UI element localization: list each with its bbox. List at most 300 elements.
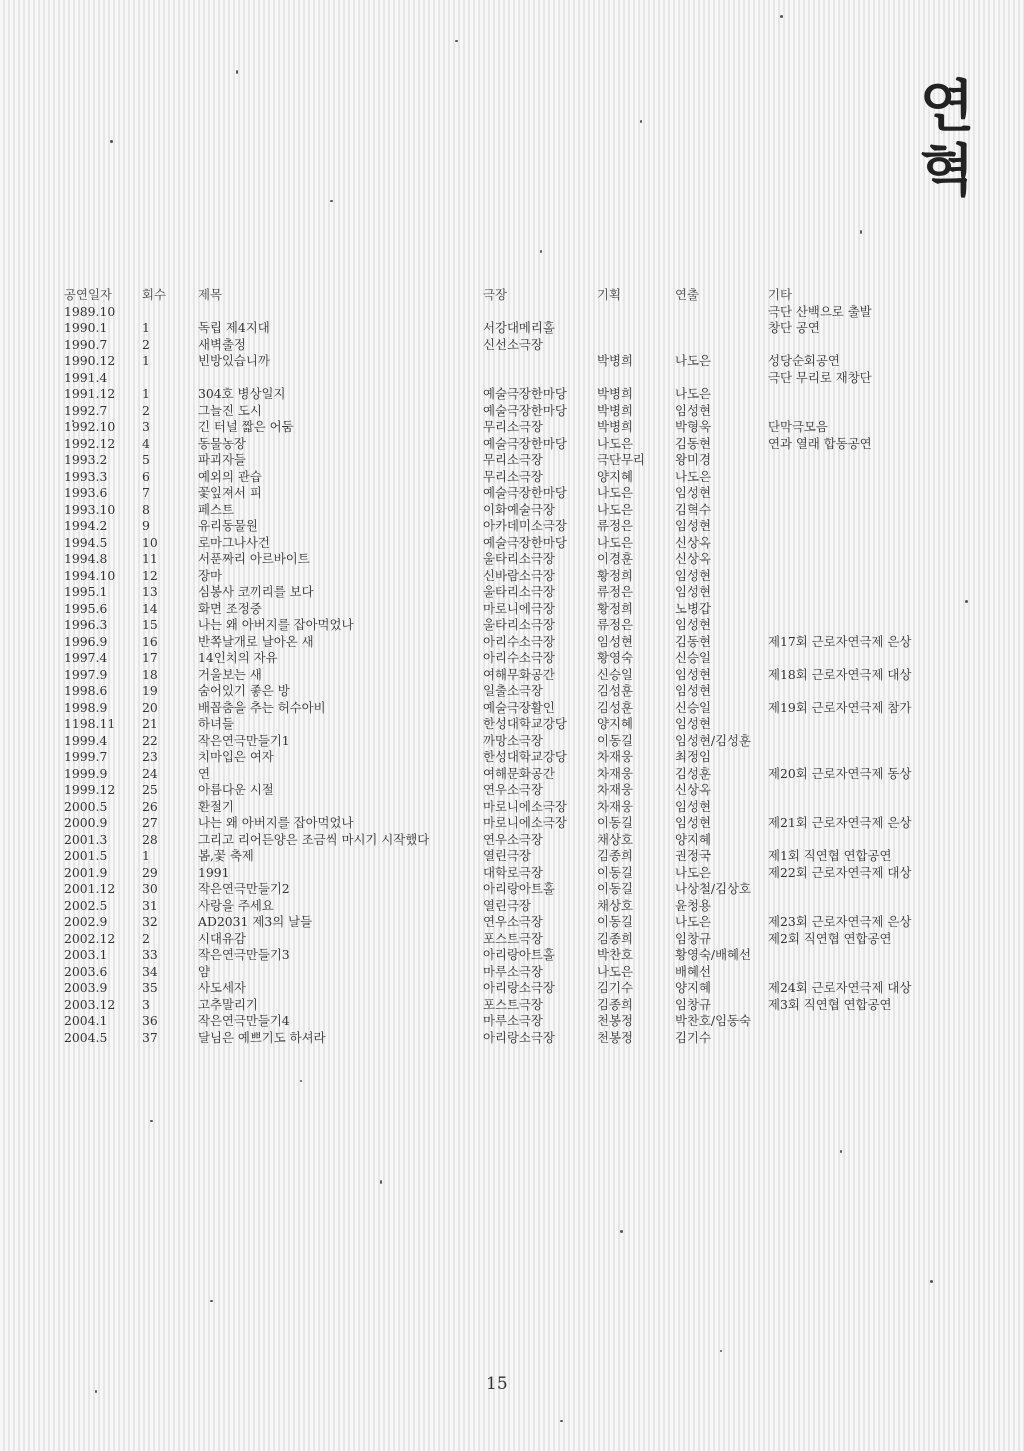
cell-planner: 황정희	[597, 567, 633, 583]
cell-planner: 양지혜	[597, 468, 633, 484]
page-title-char-2: 혁	[919, 139, 975, 204]
table-row	[62, 452, 962, 469]
cell-no: 29	[142, 864, 158, 880]
table-row	[62, 683, 962, 700]
cell-planner: 박병희	[597, 419, 633, 434]
cell-date: 1994.5	[64, 534, 108, 550]
cell-title: 유리동물원	[198, 518, 258, 533]
page-title-char-1: 연	[919, 75, 975, 140]
cell-planner: 김성훈	[597, 699, 633, 715]
cell-title: 1991	[198, 864, 230, 880]
cell-etc: 제23회 근로자연극제 은상	[768, 914, 912, 929]
cell-director: 김기수	[675, 1029, 711, 1045]
cell-director: 임성현	[675, 798, 711, 814]
table-row	[62, 436, 962, 453]
table-row	[62, 485, 962, 502]
cell-etc: 극단 무리로 재창단	[768, 369, 872, 385]
cell-date: 1990.12	[64, 353, 116, 368]
cell-director: 김혁수	[675, 501, 711, 517]
header-director: 연출	[675, 287, 699, 302]
cell-date: 1990.7	[64, 336, 108, 352]
cell-venue: 무리소극장	[483, 452, 543, 467]
cell-title: 시대유감	[198, 930, 246, 946]
table-row	[62, 881, 962, 898]
cell-title: 봄,꽃 축제	[198, 848, 254, 863]
table-row	[62, 898, 962, 915]
cell-date: 1992.12	[64, 435, 116, 451]
cell-date: 2001.3	[64, 831, 108, 847]
cell-venue: 예술극장한마당	[483, 534, 567, 550]
cell-no: 14	[142, 600, 158, 616]
table-row	[62, 568, 962, 585]
cell-venue: 연우소극장	[483, 914, 543, 929]
header-date: 공연일자	[64, 287, 112, 302]
cell-no: 18	[142, 666, 158, 682]
cell-planner: 나도은	[597, 501, 633, 517]
table-row	[62, 403, 962, 420]
table-row	[62, 320, 962, 337]
cell-director: 임성현	[675, 485, 711, 500]
cell-planner: 이경훈	[597, 551, 633, 566]
cell-no: 25	[142, 782, 158, 797]
cell-etc: 극단 산백으로 출발	[768, 303, 872, 319]
cell-venue: 여해무화공간	[483, 666, 555, 682]
table-row	[62, 799, 962, 816]
cell-venue: 일출소극장	[483, 683, 543, 698]
cell-title: 얌	[198, 963, 210, 979]
cell-title: 긴 터널 짧은 어둠	[198, 419, 294, 434]
cell-director: 임성현	[675, 716, 711, 731]
table-row	[62, 716, 962, 733]
cell-date: 2001.5	[64, 848, 108, 863]
header-no: 회수	[142, 287, 166, 302]
cell-venue: 여해문화공간	[483, 765, 555, 781]
cell-director: 신상옥	[675, 782, 711, 797]
cell-title: 꽃잎져서 피	[198, 485, 262, 500]
cell-title: 사도세자	[198, 980, 246, 995]
cell-venue: 대학로극장	[483, 864, 543, 880]
header-title: 제목	[198, 287, 222, 302]
cell-date: 2003.12	[64, 996, 116, 1012]
cell-title: 아름다운 시절	[198, 782, 274, 797]
cell-no: 27	[142, 815, 158, 830]
cell-date: 2003.1	[64, 947, 108, 962]
cell-venue: 마루소극장	[483, 963, 543, 979]
cell-no: 6	[142, 468, 150, 484]
table-row	[62, 551, 962, 568]
cell-title: 독립 제4지대	[198, 320, 270, 335]
cell-date: 1991.12	[64, 386, 116, 401]
cell-no: 7	[142, 485, 150, 500]
cell-venue: 아리랑소극장	[483, 980, 555, 995]
cell-planner: 차재웅	[597, 782, 633, 797]
cell-no: 33	[142, 947, 158, 962]
cell-venue: 한성대학교강당	[483, 716, 567, 731]
cell-date: 1995.6	[64, 600, 108, 616]
cell-no: 3	[142, 996, 150, 1012]
cell-no: 5	[142, 452, 150, 467]
cell-planner: 나도은	[597, 435, 633, 451]
cell-title: 14인치의 자유	[198, 650, 278, 665]
cell-director: 임성현	[675, 815, 711, 830]
cell-no: 16	[142, 633, 158, 649]
cell-venue: 까망소극장	[483, 732, 543, 748]
header-etc: 기타	[768, 287, 792, 302]
cell-no: 1	[142, 320, 150, 335]
cell-no: 1	[142, 848, 150, 863]
table-row	[62, 502, 962, 519]
header-planner: 기획	[597, 287, 621, 302]
cell-no: 17	[142, 650, 158, 665]
cell-venue: 이화예술극장	[483, 501, 555, 517]
cell-planner: 황영숙	[597, 650, 633, 665]
cell-director: 배혜선	[675, 963, 711, 979]
cell-title: 나는 왜 아버지를 잡아먹었나	[198, 617, 354, 632]
cell-director: 나도은	[675, 864, 711, 880]
cell-director: 임성현	[675, 584, 711, 599]
cell-venue: 예술극장한마당	[483, 402, 567, 418]
table-row	[62, 386, 962, 403]
cell-venue: 마로니에소극장	[483, 815, 567, 830]
cell-director: 임성현	[675, 617, 711, 632]
cell-director: 임성현	[675, 402, 711, 418]
cell-director: 왕미경	[675, 452, 711, 467]
cell-planner: 나도은	[597, 485, 633, 500]
cell-title: 환절기	[198, 798, 234, 814]
table-row	[62, 848, 962, 865]
cell-no: 30	[142, 881, 158, 896]
cell-director: 윤청용	[675, 897, 711, 913]
table-row	[62, 997, 962, 1014]
cell-director: 임창규	[675, 996, 711, 1012]
table-row	[62, 766, 962, 783]
cell-title: 파괴자들	[198, 452, 246, 467]
cell-date: 1993.3	[64, 468, 108, 484]
cell-director: 나도은	[675, 914, 711, 929]
table-row	[62, 914, 962, 931]
cell-planner: 류정은	[597, 584, 633, 599]
cell-no: 21	[142, 716, 158, 731]
cell-title: 서푼짜리 아르바이트	[198, 551, 310, 566]
cell-date: 2002.12	[64, 930, 116, 946]
cell-director: 김성훈	[675, 765, 711, 781]
cell-title: 새벽출정	[198, 336, 246, 352]
cell-date: 1998.9	[64, 699, 108, 715]
cell-director: 김동현	[675, 633, 711, 649]
cell-planner: 이동길	[597, 881, 633, 896]
cell-no: 1	[142, 353, 150, 368]
cell-title: 배꼽춤을 추는 허수아비	[198, 699, 326, 715]
table-row	[62, 832, 962, 849]
cell-director: 신승일	[675, 650, 711, 665]
cell-no: 37	[142, 1029, 158, 1045]
cell-director: 노병갑	[675, 600, 711, 616]
cell-title: 연	[198, 765, 210, 781]
table-row	[62, 667, 962, 684]
cell-date: 2002.5	[64, 897, 108, 913]
cell-etc: 창단 공연	[768, 320, 820, 335]
cell-no: 12	[142, 567, 158, 583]
cell-title: 그늘진 도시	[198, 402, 262, 418]
cell-director: 나도은	[675, 353, 711, 368]
cell-planner: 박찬호	[597, 947, 633, 962]
cell-no: 13	[142, 584, 158, 599]
cell-etc: 제1회 직연협 연합공연	[768, 848, 892, 863]
cell-no: 31	[142, 897, 158, 913]
cell-venue: 예술극장한마당	[483, 485, 567, 500]
cell-date: 2000.5	[64, 798, 108, 814]
cell-date: 1997.4	[64, 650, 108, 665]
cell-director: 임성현	[675, 567, 711, 583]
table-row	[62, 964, 962, 981]
cell-planner: 채상호	[597, 897, 633, 913]
cell-planner: 이동길	[597, 732, 633, 748]
cell-title: 로마그나사건	[198, 534, 270, 550]
cell-no: 34	[142, 963, 158, 979]
cell-planner: 차재웅	[597, 765, 633, 781]
cell-director: 나도은	[675, 468, 711, 484]
cell-no: 32	[142, 914, 158, 929]
cell-date: 2001.9	[64, 864, 108, 880]
cell-no: 10	[142, 534, 158, 550]
table-row	[62, 518, 962, 535]
cell-title: 예외의 관습	[198, 468, 262, 484]
cell-date: 1994.8	[64, 551, 108, 566]
cell-etc: 제19회 근로자연극제 참가	[768, 699, 912, 715]
cell-date: 1993.2	[64, 452, 108, 467]
table-row	[62, 931, 962, 948]
table-row	[62, 1030, 962, 1047]
cell-no: 9	[142, 518, 150, 533]
page-title	[918, 76, 976, 204]
table-row	[62, 700, 962, 717]
cell-date: 1995.1	[64, 584, 108, 599]
cell-planner: 차재웅	[597, 798, 633, 814]
cell-date: 1999.7	[64, 749, 108, 764]
cell-date: 2003.6	[64, 963, 108, 979]
cell-director: 나상철/김상호	[675, 881, 751, 896]
cell-title: 작은연극만들기2	[198, 881, 290, 896]
header-venue: 극장	[483, 287, 507, 302]
cell-title: 하녀들	[198, 716, 234, 731]
cell-venue: 아카데미소극장	[483, 518, 567, 533]
cell-venue: 열린극장	[483, 848, 531, 863]
cell-date: 1993.10	[64, 501, 116, 517]
cell-planner: 천봉정	[597, 1029, 633, 1045]
cell-etc: 제17회 근로자연극제 은상	[768, 633, 912, 649]
cell-planner: 채상호	[597, 831, 633, 847]
cell-director: 신상옥	[675, 534, 711, 550]
cell-title: 동물농장	[198, 435, 246, 451]
cell-director: 임창규	[675, 930, 711, 946]
cell-planner: 김종희	[597, 930, 633, 946]
cell-title: 장마	[198, 567, 222, 583]
cell-planner: 이동길	[597, 815, 633, 830]
cell-venue: 마루소극장	[483, 1013, 543, 1028]
cell-date: 1992.7	[64, 402, 108, 418]
cell-title: 숨어있기 좋은 방	[198, 683, 290, 698]
cell-no: 3	[142, 419, 150, 434]
cell-title: 거울보는 새	[198, 666, 262, 682]
cell-etc: 제22회 근로자연극제 대상	[768, 864, 912, 880]
cell-no: 2	[142, 402, 150, 418]
cell-planner: 극단무리	[597, 452, 645, 467]
table-row	[62, 584, 962, 601]
table-row	[62, 815, 962, 832]
table-row	[62, 782, 962, 799]
cell-director: 황영숙/배혜선	[675, 947, 751, 962]
cell-title: 빈방있습니까	[198, 353, 270, 368]
table-row	[62, 634, 962, 651]
cell-date: 1990.1	[64, 320, 108, 335]
table-row	[62, 1013, 962, 1030]
cell-planner: 나도은	[597, 963, 633, 979]
table-row	[62, 353, 962, 370]
cell-director: 임성현	[675, 683, 711, 698]
cell-no: 19	[142, 683, 158, 698]
cell-title: 304호 병상일지	[198, 386, 286, 401]
cell-planner: 김기수	[597, 980, 633, 995]
cell-no: 4	[142, 435, 150, 451]
cell-no: 1	[142, 386, 150, 401]
cell-venue: 한성대학교강당	[483, 749, 567, 764]
cell-date: 2000.9	[64, 815, 108, 830]
cell-title: 작은연극만들기1	[198, 732, 290, 748]
table-row	[62, 947, 962, 964]
table-row	[62, 733, 962, 750]
cell-no: 20	[142, 699, 158, 715]
cell-title: 치마입은 여자	[198, 749, 274, 764]
cell-no: 26	[142, 798, 158, 814]
cell-venue: 울타리소극장	[483, 551, 555, 566]
page-number: 15	[486, 1374, 508, 1394]
table-row	[62, 370, 962, 387]
cell-venue: 아리수소극장	[483, 650, 555, 665]
cell-date: 1996.3	[64, 617, 108, 632]
cell-venue: 마로니에극장	[483, 600, 555, 616]
cell-etc: 제2회 직연협 연합공연	[768, 930, 892, 946]
table-row	[62, 865, 962, 882]
cell-date: 1993.6	[64, 485, 108, 500]
cell-date: 2003.9	[64, 980, 108, 995]
cell-no: 35	[142, 980, 158, 995]
cell-date: 1994.10	[64, 567, 116, 583]
cell-etc: 단막극모음	[768, 419, 828, 434]
cell-no: 8	[142, 501, 150, 517]
cell-director: 박찬호/임동숙	[675, 1013, 751, 1028]
cell-director: 임성현	[675, 518, 711, 533]
cell-date: 1998.6	[64, 683, 108, 698]
cell-venue: 포스트극장	[483, 996, 543, 1012]
cell-planner: 신승일	[597, 666, 633, 682]
table-row	[62, 337, 962, 354]
cell-title: 달님은 예쁘기도 하셔라	[198, 1029, 326, 1045]
cell-director: 최정임	[675, 749, 711, 764]
cell-director: 임성현/김성훈	[675, 732, 751, 748]
table-row	[62, 535, 962, 552]
cell-date: 1989.10	[64, 303, 116, 319]
cell-director: 나도은	[675, 386, 711, 401]
cell-etc: 제3회 직연협 연합공연	[768, 996, 892, 1012]
cell-venue: 예술극장활인	[483, 699, 555, 715]
cell-title: AD2031 제3의 날들	[198, 914, 313, 929]
cell-planner: 차재웅	[597, 749, 633, 764]
cell-title: 반쪽날개로 날아온 새	[198, 633, 314, 649]
cell-venue: 연우소극장	[483, 782, 543, 797]
cell-no: 23	[142, 749, 158, 764]
cell-title: 심봉사 코끼리를 보다	[198, 584, 314, 599]
cell-date: 1999.12	[64, 782, 116, 797]
table-header-row	[62, 287, 962, 304]
cell-venue: 아리랑아트홀	[483, 881, 555, 896]
cell-director: 김동현	[675, 435, 711, 451]
table-row	[62, 419, 962, 436]
cell-no: 24	[142, 765, 158, 781]
cell-date: 1999.9	[64, 765, 108, 781]
cell-venue: 신선소극장	[483, 336, 543, 352]
cell-date: 1996.9	[64, 633, 108, 649]
cell-no: 11	[142, 551, 158, 566]
cell-venue: 열린극장	[483, 897, 531, 913]
cell-planner: 류정은	[597, 617, 633, 632]
cell-venue: 아리랑아트홀	[483, 947, 555, 962]
cell-etc: 제24회 근로자연극제 대상	[768, 980, 912, 995]
cell-venue: 울타리소극장	[483, 584, 555, 599]
cell-director: 임성현	[675, 666, 711, 682]
cell-date: 2001.12	[64, 881, 116, 896]
cell-planner: 이동길	[597, 864, 633, 880]
table-row	[62, 980, 962, 997]
cell-title: 작은연극만들기3	[198, 947, 290, 962]
cell-planner: 천봉정	[597, 1013, 633, 1028]
cell-date: 1198.11	[64, 716, 116, 731]
cell-title: 작은연극만들기4	[198, 1013, 290, 1028]
cell-no: 28	[142, 831, 158, 847]
cell-no: 2	[142, 930, 150, 946]
cell-venue: 예술극장한마당	[483, 386, 567, 401]
cell-etc: 연과 열래 합동공연	[768, 435, 872, 451]
cell-planner: 김성훈	[597, 683, 633, 698]
cell-title: 화면 조정중	[198, 600, 262, 616]
cell-venue: 울타리소극장	[483, 617, 555, 632]
cell-etc: 제18회 근로자연극제 대상	[768, 666, 912, 682]
cell-venue: 연우소극장	[483, 831, 543, 847]
cell-title: 페스트	[198, 501, 234, 517]
cell-no: 22	[142, 732, 158, 748]
cell-date: 2004.5	[64, 1029, 108, 1045]
cell-planner: 김종희	[597, 848, 633, 863]
cell-date: 2004.1	[64, 1013, 108, 1028]
table-row	[62, 749, 962, 766]
cell-venue: 마로니에소극장	[483, 798, 567, 814]
cell-no: 2	[142, 336, 150, 352]
table-row	[62, 617, 962, 634]
cell-date: 1994.2	[64, 518, 108, 533]
cell-title: 그리고 리어든양은 조금씩 마시기 시작했다	[198, 831, 430, 847]
cell-date: 2002.9	[64, 914, 108, 929]
cell-planner: 박병희	[597, 402, 633, 418]
cell-etc: 성당순회공연	[768, 353, 840, 368]
cell-planner: 양지혜	[597, 716, 633, 731]
cell-title: 사랑을 주세요	[198, 897, 274, 913]
cell-planner: 김종희	[597, 996, 633, 1012]
cell-no: 36	[142, 1013, 158, 1028]
cell-planner: 나도은	[597, 534, 633, 550]
cell-venue: 서강대메리홀	[483, 320, 555, 335]
cell-venue: 아리수소극장	[483, 633, 555, 649]
cell-venue: 포스트극장	[483, 930, 543, 946]
table-row	[62, 650, 962, 667]
